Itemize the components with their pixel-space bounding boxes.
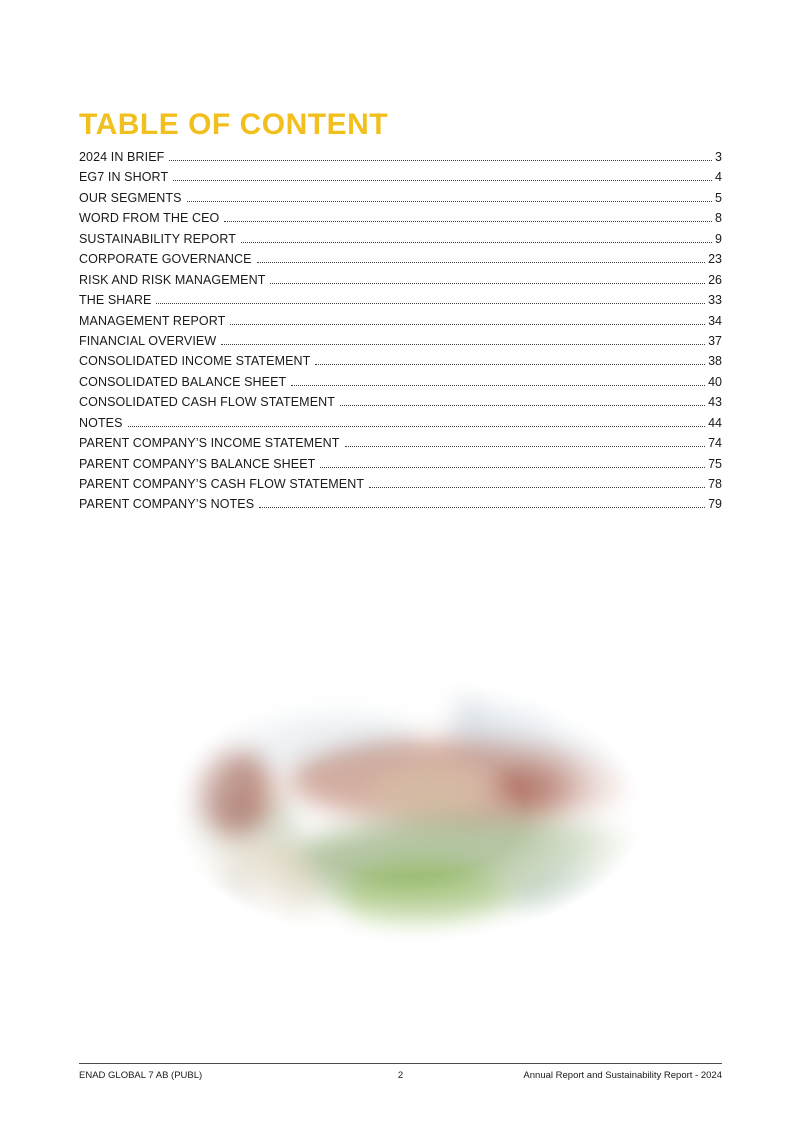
toc-entry[interactable]: [79, 375, 722, 395]
toc-leader-dots: [369, 487, 705, 488]
toc-entry-page: 40: [708, 374, 722, 389]
toc-entry[interactable]: [79, 477, 722, 497]
toc-leader-dots: [230, 324, 705, 325]
toc-entry-page: 34: [708, 313, 722, 328]
toc-leader-dots: [187, 201, 712, 202]
scene-house-blob: [368, 768, 488, 818]
toc-leader-dots: [257, 262, 705, 263]
scene-character-body-blob: [196, 838, 318, 950]
toc-entry-page: 3: [715, 150, 722, 164]
scene-sky-blob: [448, 683, 678, 768]
toc-entry[interactable]: [79, 457, 722, 477]
toc-leader-dots: [128, 426, 706, 427]
toc-entry[interactable]: [79, 497, 722, 517]
toc-leader-dots: [241, 242, 712, 243]
footer-company-name: ENAD GLOBAL 7 AB (PUBL): [79, 1070, 203, 1081]
page-title: TABLE OF CONTENT: [79, 108, 389, 141]
toc-entry[interactable]: [79, 170, 722, 190]
toc-entry[interactable]: [79, 395, 722, 415]
scene-sky-blob: [178, 708, 418, 768]
toc-entry-label: EG7 IN SHORT: [79, 170, 169, 185]
toc-entry-label: PARENT COMPANY’S BALANCE SHEET: [79, 456, 316, 471]
toc-entry-page: 33: [708, 293, 722, 308]
toc-entry-page: 74: [708, 436, 722, 451]
toc-leader-dots: [345, 446, 706, 447]
toc-entry-page: 5: [715, 190, 722, 205]
toc-entry-page: 9: [715, 231, 722, 246]
toc-entry-label: PARENT COMPANY’S INCOME STATEMENT: [79, 436, 340, 451]
toc-entry[interactable]: [79, 314, 722, 334]
scene-roof-blob: [498, 763, 578, 808]
toc-entry-label: RISK AND RISK MANAGEMENT: [79, 272, 266, 287]
toc-entry[interactable]: [79, 252, 722, 272]
toc-entry-page: 79: [708, 497, 722, 512]
toc-leader-dots: [224, 221, 712, 222]
scene-greenery-blob: [338, 863, 508, 938]
background-scene-image: [118, 638, 693, 983]
scene-church-spire-blob: [458, 656, 484, 718]
toc-entry-label: CONSOLIDATED BALANCE SHEET: [79, 374, 287, 389]
toc-entry-label: CONSOLIDATED CASH FLOW STATEMENT: [79, 395, 335, 410]
toc-entry[interactable]: [79, 334, 722, 354]
toc-entry-page: 38: [708, 354, 722, 369]
toc-entry-label: 2024 IN BRIEF: [79, 150, 165, 164]
toc-entry-page: 23: [708, 252, 722, 267]
toc-leader-dots: [173, 180, 712, 181]
toc-entry-page: 75: [708, 456, 722, 471]
toc-entry-label: CONSOLIDATED INCOME STATEMENT: [79, 354, 311, 369]
toc-entry-label: CORPORATE GOVERNANCE: [79, 252, 252, 267]
scene-character-face-blob: [248, 778, 276, 814]
toc-entry[interactable]: [79, 150, 722, 170]
toc-entry[interactable]: [79, 293, 722, 313]
toc-entry-page: 78: [708, 477, 722, 491]
scene-blur-layer: [118, 638, 693, 983]
toc-leader-dots: [291, 385, 705, 386]
toc-leader-dots: [221, 344, 705, 345]
footer-report-title: Annual Report and Sustainability Report - 2024: [523, 1070, 722, 1081]
toc-entry[interactable]: [79, 232, 722, 252]
toc-list: [79, 150, 722, 518]
toc-entry[interactable]: [79, 436, 722, 456]
toc-entry-label: THE SHARE: [79, 293, 152, 308]
toc-entry-label: NOTES: [79, 415, 123, 430]
toc-leader-dots: [259, 507, 705, 508]
toc-entry-label: PARENT COMPANY’S CASH FLOW STATEMENT: [79, 477, 365, 491]
scene-smoke-blob: [563, 670, 597, 728]
toc-entry[interactable]: [79, 191, 722, 211]
toc-leader-dots: [169, 160, 712, 161]
toc-entry-label: OUR SEGMENTS: [79, 190, 182, 205]
scene-smoke-blob: [416, 690, 440, 732]
scene-greenery-blob: [178, 788, 298, 868]
footer-page-number: 2: [397, 1070, 404, 1081]
scene-character-strap-blob: [218, 873, 244, 945]
toc-entry-page: 44: [708, 415, 722, 430]
scene-character-shoulder-blob: [176, 888, 228, 960]
toc-entry-label: SUSTAINABILITY REPORT: [79, 231, 237, 246]
toc-entry[interactable]: [79, 211, 722, 231]
toc-entry-page: 8: [715, 211, 722, 226]
toc-entry-page: 43: [708, 395, 722, 410]
scene-village-roofs-blob: [288, 738, 638, 823]
toc-leader-dots: [320, 467, 705, 468]
toc-leader-dots: [340, 405, 705, 406]
toc-leader-dots: [156, 303, 705, 304]
toc-entry-label: MANAGEMENT REPORT: [79, 313, 226, 328]
toc-entry-label: PARENT COMPANY’S NOTES: [79, 497, 255, 512]
toc-entry-page: 4: [715, 170, 722, 185]
scene-character-hair-blob: [190, 746, 270, 836]
scene-greenery-blob: [518, 873, 668, 933]
toc-leader-dots: [270, 283, 705, 284]
toc-entry[interactable]: [79, 416, 722, 436]
scene-greenery-blob: [278, 818, 678, 918]
toc-entry[interactable]: [79, 273, 722, 293]
toc-entry-label: FINANCIAL OVERVIEW: [79, 333, 217, 348]
toc-entry-page: 37: [708, 333, 722, 348]
toc-entry-label: WORD FROM THE CEO: [79, 211, 220, 226]
toc-entry-page: 26: [708, 272, 722, 287]
toc-entry[interactable]: [79, 354, 722, 374]
footer-divider: [79, 1063, 722, 1064]
toc-leader-dots: [315, 364, 705, 365]
